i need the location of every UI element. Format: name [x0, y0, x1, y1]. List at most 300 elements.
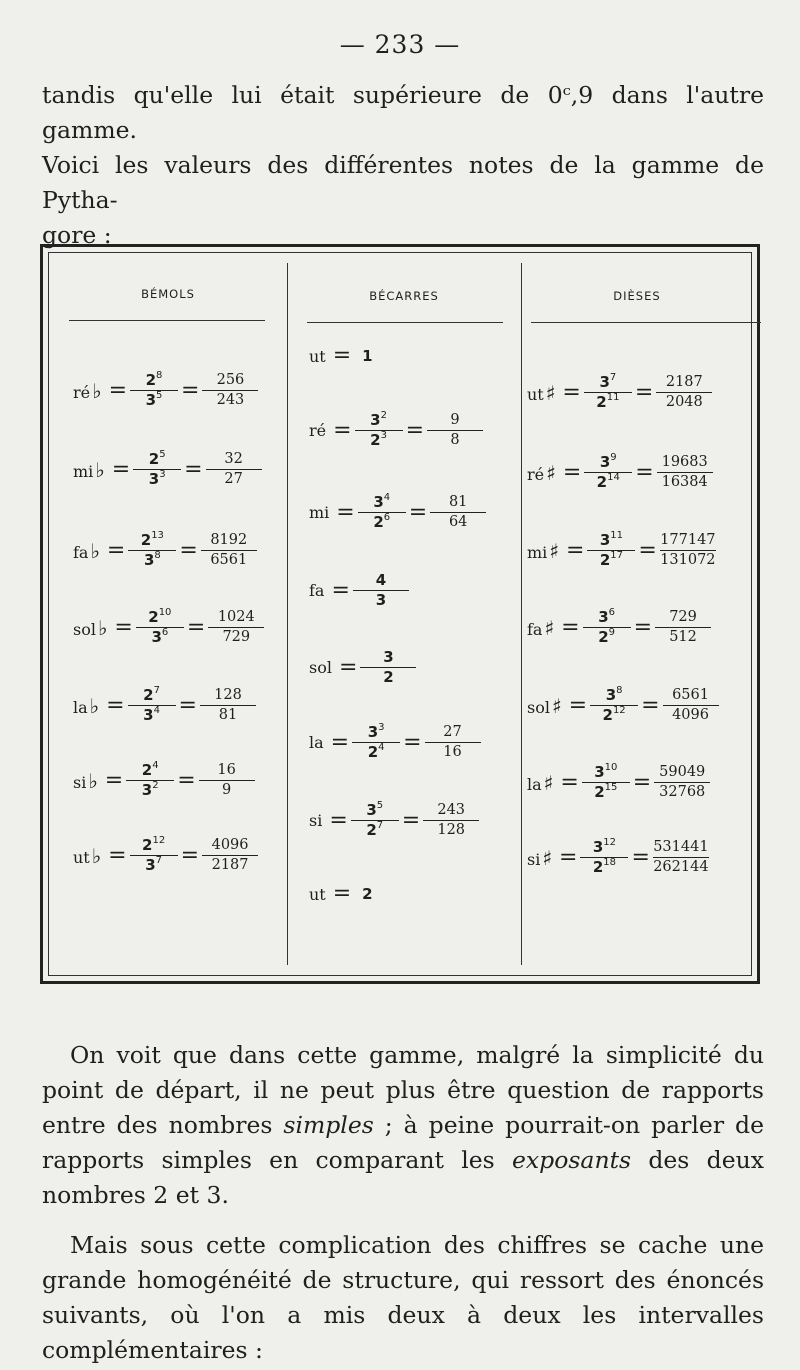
- table-entry: [309, 345, 373, 367]
- table-entry: [73, 450, 262, 489]
- note-label: mi: [73, 461, 94, 481]
- numerator-base: 2: [141, 761, 153, 779]
- denominator-base: 2: [599, 551, 611, 569]
- fraction-numerator: 8192: [210, 532, 248, 548]
- denominator-exponent: 4: [153, 705, 160, 716]
- table-entry: [527, 763, 710, 802]
- note-label: si: [527, 849, 541, 869]
- value-fraction: [202, 836, 258, 875]
- note-label: la: [73, 697, 88, 717]
- denominator-base: 2: [602, 706, 613, 724]
- value-fraction: [206, 450, 262, 489]
- numerator-base: 2: [140, 531, 152, 549]
- note-label: la: [527, 774, 542, 794]
- table-entry: [73, 371, 258, 410]
- power-fraction: [583, 608, 631, 647]
- denominator-exponent: 6: [161, 627, 169, 638]
- equals-sign: =: [638, 537, 657, 563]
- denominator-base: 3: [141, 781, 153, 799]
- power-denominator: [142, 781, 159, 800]
- power-denominator: [597, 473, 620, 492]
- power-numerator: [148, 608, 171, 627]
- numerator-base: 3: [592, 838, 604, 856]
- denominator-exponent: 6: [383, 512, 391, 523]
- power-numerator: [143, 686, 160, 705]
- equals-sign: =: [559, 844, 578, 870]
- table-entry: [309, 723, 481, 762]
- equals-sign: =: [560, 769, 579, 795]
- denominator-exponent: 14: [607, 472, 620, 483]
- fraction-numerator: 27: [443, 724, 462, 740]
- equals-sign: =: [632, 769, 652, 795]
- intro-paragraph: [42, 78, 764, 253]
- power-fraction: [584, 373, 632, 412]
- power-denominator: [368, 743, 385, 762]
- value-fraction: [654, 763, 710, 802]
- emphasis-simples: simples: [283, 1111, 374, 1139]
- power-denominator: [143, 706, 160, 725]
- denominator-exponent: 18: [603, 857, 617, 868]
- accidental-sign: ♭: [92, 378, 102, 403]
- power-denominator: [603, 706, 626, 725]
- note-label: ré: [527, 464, 545, 484]
- value-fraction: [427, 411, 483, 450]
- value-fraction: [660, 531, 716, 570]
- note-name: [309, 503, 329, 522]
- note-name: [309, 421, 326, 440]
- body-text: ; à peine pourrait-on parler de rapports simples en comparant les: [42, 1111, 765, 1174]
- power-fraction: [351, 801, 399, 840]
- equals-sign: =: [332, 881, 352, 906]
- equals-sign: =: [177, 767, 196, 793]
- pythagorean-scale-table: [40, 244, 760, 984]
- table-entry: [527, 686, 719, 725]
- fraction-numerator: 1024: [217, 609, 255, 625]
- table-entry: [527, 531, 716, 570]
- header-dieses: DIÈSES: [613, 289, 661, 303]
- fraction-numerator: 177147: [660, 532, 716, 548]
- denominator-exponent: 3: [380, 430, 387, 441]
- accidental-sign: ♭: [89, 693, 100, 718]
- denominator-exponent: 2: [152, 780, 159, 791]
- emphasis-exposants: exposants: [512, 1146, 632, 1174]
- note-name: [527, 694, 562, 718]
- denominator-exponent: 5: [156, 390, 163, 401]
- value-fraction: [201, 531, 257, 570]
- fraction-denominator: 16384: [661, 474, 708, 490]
- denominator-base: 3: [151, 628, 162, 646]
- power-numerator: [368, 723, 385, 742]
- intro-line: Voici les valeurs des différentes notes de la gamme de Pytha-: [42, 151, 764, 214]
- intro-line: gore :: [42, 221, 112, 249]
- denominator-base: 2: [370, 431, 381, 449]
- fraction-numerator: 59049: [659, 764, 706, 780]
- equals-sign: =: [104, 767, 124, 793]
- numerator-exponent: 6: [608, 607, 615, 618]
- note-name: [73, 458, 105, 482]
- equals-sign: =: [181, 377, 200, 403]
- note-label: sol: [73, 619, 96, 639]
- fraction-denominator: 2: [383, 668, 394, 686]
- accidental-sign: ♭: [88, 768, 98, 793]
- fraction-numerator: 531441: [653, 839, 709, 855]
- table-entry: [527, 838, 709, 877]
- denominator-exponent: 12: [612, 705, 626, 716]
- power-fraction: [580, 838, 628, 877]
- denominator-exponent: 8: [154, 550, 161, 561]
- equals-sign: =: [111, 456, 131, 482]
- fraction-numerator: 3: [383, 648, 394, 666]
- numerator-exponent: 12: [152, 835, 166, 846]
- fraction-denominator: 2187: [211, 857, 249, 873]
- value: 2: [362, 885, 373, 903]
- denominator-base: 2: [367, 743, 379, 761]
- note-label: si: [309, 811, 323, 830]
- note-name: [73, 694, 99, 718]
- fraction-denominator: 81: [218, 707, 238, 723]
- value-fraction: [208, 608, 264, 647]
- value: 1: [362, 347, 373, 365]
- value-fraction: [663, 686, 719, 725]
- equals-sign: =: [178, 692, 197, 718]
- power-numerator: [141, 531, 164, 550]
- numerator-base: 2: [148, 450, 160, 468]
- numerator-base: 3: [594, 763, 605, 781]
- equals-sign: =: [561, 614, 580, 640]
- note-name: [309, 581, 324, 600]
- power-numerator: [146, 371, 163, 390]
- power-fraction: [355, 411, 403, 450]
- denominator-base: 2: [598, 628, 609, 646]
- note-label: la: [309, 733, 324, 752]
- accidental-sign: ♯: [542, 845, 553, 870]
- note-name: [309, 811, 322, 830]
- table-entry: [309, 493, 486, 532]
- denominator-exponent: 15: [604, 782, 618, 793]
- fraction-denominator: 262144: [653, 859, 709, 875]
- header-bemols: BÉMOLS: [141, 287, 195, 301]
- equals-sign: =: [106, 537, 126, 563]
- numerator-exponent: 4: [152, 760, 159, 771]
- fraction-denominator: 16: [443, 744, 462, 760]
- numerator-base: 3: [367, 723, 379, 741]
- power-fraction: [133, 450, 181, 489]
- note-label: ut: [527, 384, 544, 404]
- power-numerator: [599, 373, 616, 392]
- power-numerator: [593, 838, 616, 857]
- fraction-denominator: 32768: [659, 784, 706, 800]
- denominator-base: 2: [596, 393, 607, 411]
- fraction-denominator: 4096: [672, 707, 709, 723]
- fraction-numerator: 4096: [211, 837, 249, 853]
- equals-sign: =: [106, 692, 125, 718]
- power-numerator: [598, 608, 615, 627]
- numerator-base: 3: [605, 686, 617, 704]
- intro-line: tandis qu'elle lui était supérieure de 0ᶜ,9 dans l'autre gamme.: [42, 81, 764, 144]
- power-numerator: [606, 686, 623, 705]
- table-entry: [309, 648, 416, 687]
- power-denominator: [594, 783, 617, 802]
- denominator-base: 2: [592, 858, 604, 876]
- fraction-numerator: 256: [216, 372, 245, 388]
- power-numerator: [594, 763, 617, 782]
- numerator-base: 2: [148, 608, 159, 626]
- note-name: [73, 539, 100, 563]
- table-entry: [309, 883, 373, 905]
- fraction-denominator: 512: [669, 629, 697, 645]
- denominator-base: 3: [143, 706, 154, 724]
- numerator-base: 3: [598, 608, 609, 626]
- fraction-numerator: 4: [375, 571, 387, 589]
- note-name: [527, 539, 559, 563]
- numerator-exponent: 8: [156, 370, 163, 381]
- fraction-numerator: 16: [217, 762, 236, 778]
- numerator-base: 3: [599, 531, 611, 549]
- numerator-exponent: 10: [604, 762, 618, 773]
- equals-sign: =: [108, 842, 127, 868]
- numerator-exponent: 7: [153, 685, 160, 696]
- table-inner-border: [48, 252, 752, 976]
- fraction-denominator: 131072: [660, 552, 716, 568]
- note-name: [73, 844, 101, 868]
- denominator-base: 3: [143, 551, 155, 569]
- denominator-base: 3: [148, 470, 160, 488]
- accidental-sign: ♭: [97, 615, 108, 640]
- equals-sign: =: [184, 456, 203, 482]
- fraction-denominator: 2048: [665, 394, 703, 410]
- denominator-base: 3: [145, 391, 157, 409]
- power-denominator: [151, 628, 168, 647]
- power-fraction: [587, 531, 635, 570]
- numerator-exponent: 2: [380, 410, 387, 421]
- denominator-exponent: 7: [155, 855, 163, 866]
- value-fraction: [425, 723, 481, 762]
- equals-sign: =: [634, 379, 654, 405]
- value-fraction: [202, 371, 258, 410]
- equals-sign: =: [562, 459, 582, 485]
- denominator-base: 2: [596, 473, 608, 491]
- numerator-exponent: 12: [603, 837, 617, 848]
- power-denominator: [144, 551, 161, 570]
- accidental-sign: ♯: [549, 538, 559, 563]
- table-entry: [73, 608, 264, 647]
- header-becarres: BÉCARRES: [369, 289, 439, 303]
- numerator-exponent: 11: [610, 530, 623, 541]
- power-fraction: [358, 493, 406, 532]
- table-entry: [73, 686, 256, 725]
- header-rule: [307, 322, 503, 323]
- fraction-denominator: 6561: [210, 552, 248, 568]
- numerator-base: 2: [143, 686, 154, 704]
- numerator-exponent: 5: [376, 800, 384, 811]
- equals-sign: =: [180, 842, 200, 868]
- power-denominator: [370, 431, 387, 450]
- table-entry: [527, 608, 711, 647]
- fraction-numerator: 729: [669, 609, 697, 625]
- denominator-exponent: 17: [610, 550, 623, 561]
- equals-sign: =: [405, 417, 424, 443]
- power-numerator: [366, 801, 383, 820]
- denominator-exponent: 9: [608, 627, 615, 638]
- fraction-numerator: 32: [224, 451, 243, 467]
- denominator-base: 2: [373, 513, 384, 531]
- power-denominator: [596, 393, 619, 412]
- power-denominator: [146, 391, 163, 410]
- numerator-exponent: 8: [616, 685, 623, 696]
- power-numerator: [149, 450, 166, 469]
- denominator-exponent: 11: [606, 392, 620, 403]
- power-numerator: [142, 761, 159, 780]
- table-entry: [73, 531, 257, 570]
- power-numerator: [142, 836, 165, 855]
- numerator-exponent: 4: [383, 492, 391, 503]
- note-label: sol: [309, 658, 332, 677]
- power-fraction: [352, 723, 400, 762]
- equals-sign: =: [332, 343, 352, 368]
- denominator-base: 2: [594, 783, 605, 801]
- fraction-numerator: 9: [450, 412, 460, 428]
- power-fraction: [126, 761, 174, 800]
- numerator-base: 2: [145, 371, 157, 389]
- note-name: [527, 846, 552, 870]
- note-name: [527, 461, 556, 485]
- value-fraction: [360, 648, 416, 687]
- table-entry: [527, 373, 712, 412]
- equals-sign: =: [330, 729, 350, 755]
- note-label: ré: [309, 421, 327, 440]
- column-divider: [287, 263, 288, 965]
- header-rule: [531, 322, 761, 323]
- power-denominator: [593, 858, 616, 877]
- power-numerator: [600, 531, 623, 550]
- power-fraction: [136, 608, 184, 647]
- fraction-denominator: 8: [450, 432, 460, 448]
- accidental-sign: ♯: [551, 693, 562, 718]
- accidental-sign: ♯: [545, 380, 556, 405]
- power-fraction: [128, 686, 176, 725]
- power-numerator: [370, 411, 387, 430]
- equals-sign: =: [631, 844, 650, 870]
- numerator-base: 3: [373, 493, 384, 511]
- numerator-exponent: 5: [159, 449, 166, 460]
- table-entry: [309, 571, 409, 610]
- equals-sign: =: [635, 459, 654, 485]
- note-label: ut: [309, 884, 326, 904]
- power-fraction: [590, 686, 638, 725]
- numerator-exponent: 13: [151, 530, 164, 541]
- note-name: [527, 381, 555, 405]
- equals-sign: =: [641, 692, 660, 718]
- fraction-numerator: 19683: [661, 454, 708, 470]
- power-denominator: [149, 470, 166, 489]
- value-fraction: [353, 571, 409, 610]
- equals-sign: =: [108, 377, 127, 403]
- power-fraction: [582, 763, 630, 802]
- fraction-numerator: 243: [437, 802, 466, 818]
- fraction-numerator: 128: [214, 687, 242, 703]
- fraction-denominator: 27: [224, 471, 243, 487]
- note-name: [73, 616, 107, 640]
- note-name: [73, 769, 98, 793]
- numerator-exponent: 10: [158, 607, 172, 618]
- denominator-exponent: 3: [159, 469, 166, 480]
- note-label: fa: [527, 619, 543, 639]
- value-fraction: [657, 453, 713, 492]
- numerator-base: 3: [370, 411, 381, 429]
- equals-sign: =: [179, 537, 198, 563]
- equals-sign: =: [401, 807, 421, 833]
- body-text: On voit que dans cette gamme, malgré la simplicité du point de départ, il ne peut plus être question de rapports entre des nombres: [42, 1041, 764, 1139]
- numerator-base: 3: [599, 453, 611, 471]
- equals-sign: =: [114, 614, 133, 640]
- value-fraction: [655, 608, 711, 647]
- power-denominator: [373, 513, 390, 532]
- accidental-sign: ♭: [90, 538, 100, 563]
- power-denominator: [598, 628, 615, 647]
- accidental-sign: ♭: [91, 843, 102, 868]
- fraction-numerator: 6561: [672, 687, 709, 703]
- fraction-denominator: 64: [448, 514, 468, 530]
- equals-sign: =: [562, 379, 581, 405]
- value-fraction: [423, 801, 479, 840]
- note-label: si: [73, 772, 87, 792]
- page-number: — 233 —: [339, 30, 461, 59]
- denominator-base: 3: [145, 856, 156, 874]
- note-label: fa: [73, 542, 89, 562]
- note-label: ut: [73, 847, 90, 867]
- equals-sign: =: [408, 499, 428, 525]
- note-label: mi: [527, 542, 548, 562]
- note-label: mi: [309, 503, 330, 522]
- equals-sign: =: [186, 614, 206, 640]
- value-fraction: [653, 838, 709, 877]
- table-entry: [309, 411, 483, 450]
- power-fraction: [130, 836, 178, 875]
- value-fraction: [430, 493, 486, 532]
- value-fraction: [656, 373, 712, 412]
- table-entry: [73, 836, 258, 875]
- note-name: [73, 379, 102, 403]
- power-denominator: [600, 551, 623, 570]
- fraction-numerator: 81: [448, 494, 468, 510]
- accidental-sign: ♭: [95, 457, 105, 482]
- fraction-denominator: 128: [437, 822, 466, 838]
- table-entry: [73, 761, 255, 800]
- power-fraction: [584, 453, 632, 492]
- note-name: [527, 616, 554, 640]
- note-name: [309, 658, 332, 677]
- body-paragraph-2: Mais sous cette complication des chiffres se cache une grande homogénéité de structure, qui ressort des énoncés suivants, où l'on a mis deux à deux les intervalles complémentaires :: [42, 1231, 764, 1364]
- accidental-sign: ♯: [543, 770, 554, 795]
- equals-sign: =: [568, 692, 588, 718]
- fraction-denominator: 9: [222, 782, 232, 798]
- body-paragraph-1: [42, 1038, 764, 1213]
- fraction-denominator: 243: [216, 392, 245, 408]
- accidental-sign: ♯: [544, 615, 555, 640]
- value-fraction: [200, 686, 256, 725]
- table-entry: [527, 453, 713, 492]
- numerator-base: 3: [366, 801, 377, 819]
- equals-sign: =: [336, 499, 355, 525]
- body-text: des deux nombres 2 et 3.: [42, 1146, 764, 1209]
- denominator-base: 2: [366, 821, 377, 839]
- numerator-exponent: 3: [378, 722, 385, 733]
- fraction-denominator: 3: [375, 591, 387, 609]
- power-denominator: [145, 856, 162, 875]
- numerator-exponent: 9: [610, 452, 617, 463]
- accidental-sign: ♯: [546, 460, 556, 485]
- table-entry: [309, 801, 479, 840]
